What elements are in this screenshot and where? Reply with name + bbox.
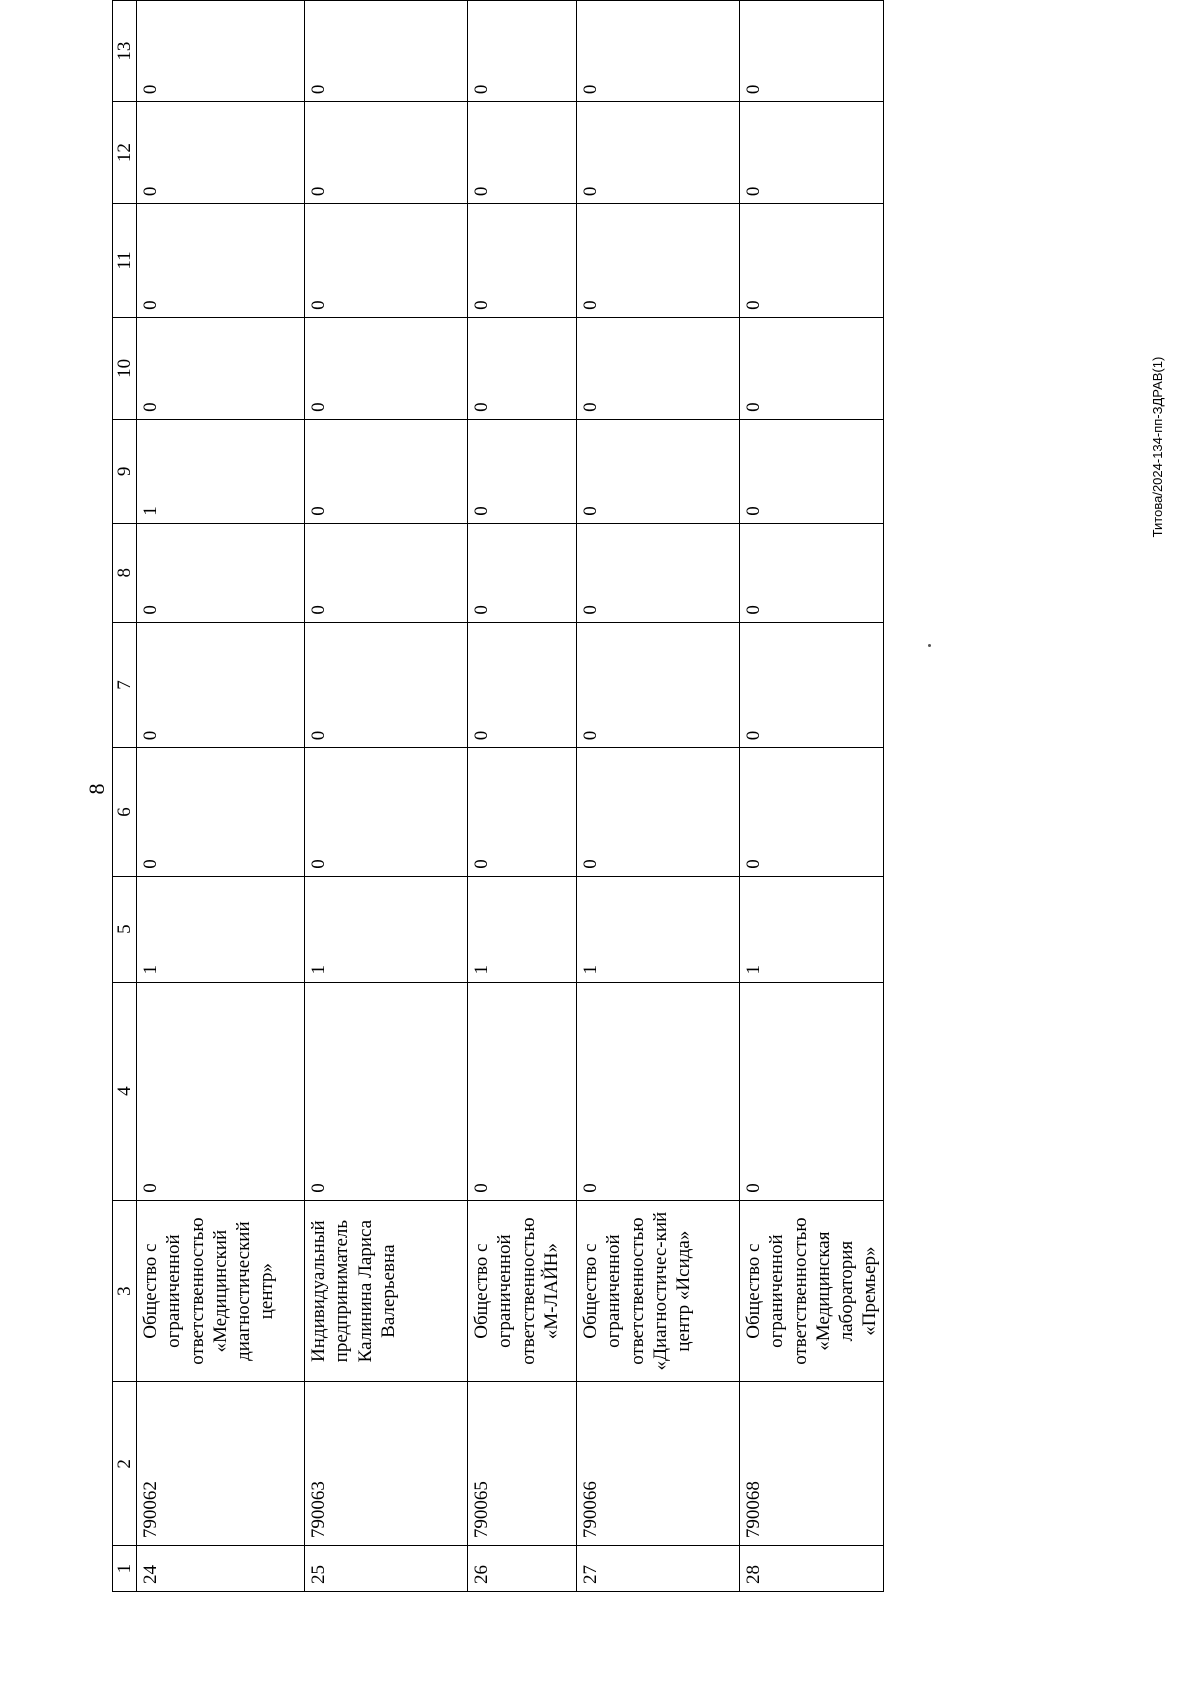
value-cell: 0 <box>137 748 305 877</box>
value-cell: 0 <box>305 204 468 318</box>
value-cell: 1 <box>137 876 305 982</box>
header-cell: 6 <box>113 748 137 877</box>
value-cell: 0 <box>305 1 468 102</box>
value-cell: 1 <box>577 876 740 982</box>
header-cell: 13 <box>113 1 137 102</box>
value-cell: 0 <box>137 102 305 204</box>
value-cell: 0 <box>137 622 305 748</box>
value-cell: 0 <box>577 419 740 523</box>
row-number: 26 <box>468 1546 577 1592</box>
value-cell: 0 <box>468 982 577 1200</box>
value-cell: 0 <box>740 419 884 523</box>
org-code: 790066 <box>577 1382 740 1546</box>
org-code: 790065 <box>468 1382 577 1546</box>
value-cell: 0 <box>305 622 468 748</box>
header-cell: 3 <box>113 1200 137 1382</box>
value-cell: 0 <box>740 982 884 1200</box>
value-cell: 0 <box>305 102 468 204</box>
header-cell: 7 <box>113 622 137 748</box>
value-cell: 0 <box>137 317 305 419</box>
header-row <box>113 1 137 1592</box>
value-cell: 0 <box>740 622 884 748</box>
value-cell: 0 <box>740 1 884 102</box>
value-cell: 1 <box>468 876 577 982</box>
value-cell: 0 <box>468 102 577 204</box>
header-cell: 11 <box>113 204 137 318</box>
value-cell: 0 <box>305 982 468 1200</box>
value-cell: 1 <box>137 419 305 523</box>
header-cell: 4 <box>113 982 137 1200</box>
row-number: 28 <box>740 1546 884 1592</box>
table-row <box>137 1 305 1592</box>
value-cell: 0 <box>577 102 740 204</box>
value-cell: 0 <box>137 982 305 1200</box>
page-number: 8 <box>84 783 109 795</box>
table-row <box>577 1 740 1592</box>
value-cell: 0 <box>577 317 740 419</box>
value-cell: 0 <box>468 1 577 102</box>
value-cell: 1 <box>740 876 884 982</box>
value-cell: 0 <box>577 204 740 318</box>
value-cell: 0 <box>577 1 740 102</box>
value-cell: 0 <box>468 748 577 877</box>
row-number: 27 <box>577 1546 740 1592</box>
header-cell: 8 <box>113 523 137 622</box>
header-cell: 9 <box>113 419 137 523</box>
org-code: 790062 <box>137 1382 305 1546</box>
value-cell: 0 <box>468 419 577 523</box>
value-cell: 0 <box>740 748 884 877</box>
value-cell: 0 <box>468 622 577 748</box>
table-row <box>468 1 577 1592</box>
table-row <box>305 1 468 1592</box>
org-name: Индивидуальный предприниматель Калинина Лариса Валерьевна <box>305 1200 468 1382</box>
document-code: Титова/2024-134-пп-ЗДРАВ(1) <box>1150 356 1165 538</box>
value-cell: 0 <box>137 204 305 318</box>
value-cell: 0 <box>577 748 740 877</box>
org-name: Общество с ограниченной ответственностью «Диагностичес-кий центр «Исида» <box>577 1200 740 1382</box>
value-cell: 0 <box>468 523 577 622</box>
header-cell: 1 <box>113 1546 137 1592</box>
value-cell: 0 <box>305 748 468 877</box>
value-cell: 0 <box>740 317 884 419</box>
header-cell: 2 <box>113 1382 137 1546</box>
value-cell: 1 <box>305 876 468 982</box>
value-cell: 0 <box>137 1 305 102</box>
header-cell: 5 <box>113 876 137 982</box>
scan-speck <box>928 644 931 647</box>
org-code: 790068 <box>740 1382 884 1546</box>
value-cell: 0 <box>577 622 740 748</box>
value-cell: 0 <box>740 102 884 204</box>
value-cell: 0 <box>305 419 468 523</box>
org-name: Общество с ограниченной ответственностью «Медицинская лаборатория «Премьер» <box>740 1200 884 1382</box>
row-number: 25 <box>305 1546 468 1592</box>
row-number: 24 <box>137 1546 305 1592</box>
table-row <box>740 1 884 1592</box>
value-cell: 0 <box>468 317 577 419</box>
value-cell: 0 <box>137 523 305 622</box>
value-cell: 0 <box>305 523 468 622</box>
header-cell: 12 <box>113 102 137 204</box>
value-cell: 0 <box>577 982 740 1200</box>
org-name: Общество с ограниченной ответственностью «Медицинский диагностический центр» <box>137 1200 305 1382</box>
value-cell: 0 <box>468 204 577 318</box>
value-cell: 0 <box>577 523 740 622</box>
org-name: Общество с ограниченной ответственностью «М-ЛАЙН» <box>468 1200 577 1382</box>
value-cell: 0 <box>740 523 884 622</box>
org-code: 790063 <box>305 1382 468 1546</box>
value-cell: 0 <box>305 317 468 419</box>
header-cell: 10 <box>113 317 137 419</box>
value-cell: 0 <box>740 204 884 318</box>
data-table <box>112 0 884 1592</box>
